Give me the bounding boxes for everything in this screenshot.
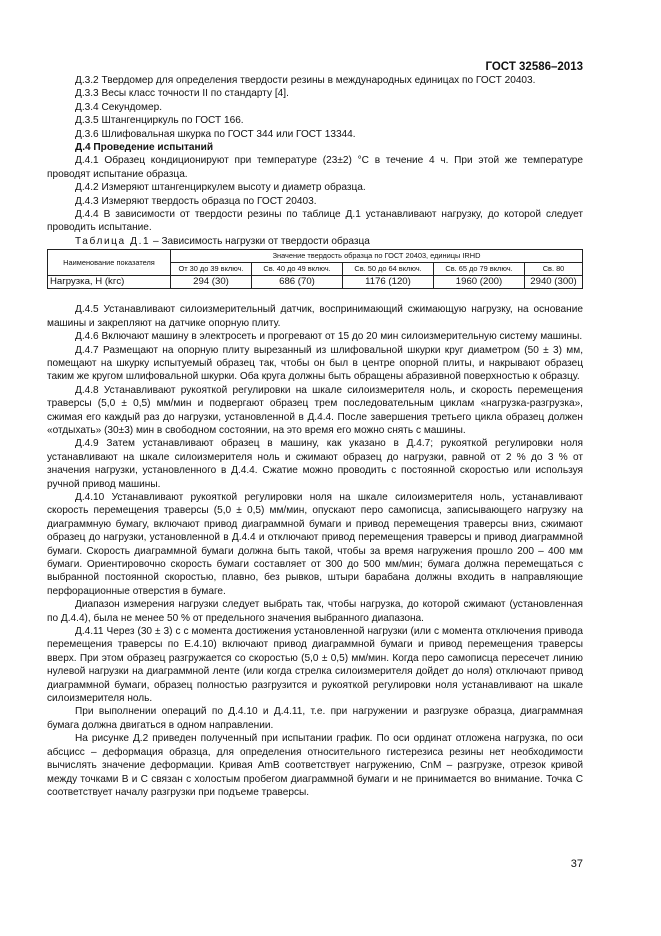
- table-caption: [47, 235, 583, 248]
- paragraph: Диапазон измерения нагрузки следует выбрать так, чтобы нагрузка, до которой сжимают (установленная по Д.4.4), была не менее 50 % от предельного значения выбранного диапазона.: [47, 599, 583, 624]
- paragraph: Д.3.3 Весы класс точности II по стандарту [4].: [75, 88, 289, 100]
- paragraph: Д.4.7 Размещают на опорную плиту вырезанный из шлифовальной шкурки круг диаметром (50 ± 3) мм, помещают на шкурку испытуемый образец так, чтобы он был в центре опорной плиты, и накрывают образец таким же кругом шлифовальной шкурки. Оба круга должны быть обращены абразивной поверхностью к образцу.: [47, 344, 583, 383]
- table-column-header: Св. 65 до 79 включ.: [434, 263, 525, 276]
- table-cell: 1176 (120): [343, 276, 434, 289]
- body-text: [47, 74, 583, 799]
- paragraph: Д.4.1 Образец кондиционируют при температуре (23±2) °С в течение 4 ч. При этой же температуре проводят испытание образца.: [47, 155, 583, 180]
- table-cell: 686 (70): [252, 276, 343, 289]
- table-row-header: Наименование показателя: [48, 250, 171, 276]
- paragraph: Д.4.2 Измеряют штангенциркулем высоту и диаметр образца.: [75, 182, 366, 194]
- paragraph: Д.3.4 Секундомер.: [75, 101, 163, 113]
- table-cell: 1960 (200): [434, 276, 525, 289]
- table-caption-label: Таблица Д.1: [75, 235, 151, 247]
- paragraph: При выполнении операций по Д.4.10 и Д.4.11, т.е. при нагружении и разгрузке образца, диаграммная бумага должна двигаться в одном направлении.: [47, 706, 583, 731]
- page-number: 37: [570, 858, 583, 870]
- hardness-load-table: [47, 249, 583, 289]
- paragraph: Д.4.8 Устанавливают рукояткой регулировки на шкале силоизмерителя ноль, и скорость перемещения траверсы (5,0 ± 0,5) мм/мин и подвергают образец трем последовательным циклам «нагрузка-разгрузка», сжимая его каждый раз до нагрузки, установленной в Д.4.4. После завершения третьего цикла образец должен «отдыхать» (30±3) мин в свободном состоянии, на это время его можно снять с машины.: [47, 384, 583, 436]
- standard-code: ГОСТ 32586–2013: [485, 61, 583, 73]
- section-heading: Д.4 Проведение испытаний: [75, 142, 214, 154]
- paragraph: На рисунке Д.2 приведен полученный при испытании график. По оси ординат отложена нагрузка, по оси абсцисс – деформация образца, для определения относительного гистерезиса резины нет необходимости вычислять значение деформации. Кривая АmВ соответствует нагружению, СnМ – разгрузке, отрезок кривой между точками В и С связан с холостым пробегом диаграммной бумаги и не принимается во внимание. Точка С соответствует началу разгрузки при подъеме траверсы.: [47, 733, 583, 798]
- paragraph: Д.4.9 Затем устанавливают образец в машину, как указано в Д.4.7; рукояткой регулировки ноля устанавливают на шкале силоизмерителя ноль и сжимают образец до нагрузки, равной от 2 % до 3 % от значения нагрузки, установленного в Д.4.4. Сжатие можно проводить с постоянной скоростью или используя ручной привод машины.: [47, 438, 583, 490]
- paragraph: Д.4.3 Измеряют твердость образца по ГОСТ 20403.: [75, 195, 317, 207]
- table-column-header: Св. 40 до 49 включ.: [252, 263, 343, 276]
- paragraph: Д.3.6 Шлифовальная шкурка по ГОСТ 344 или ГОСТ 13344.: [75, 128, 356, 140]
- paragraph: Д.4.5 Устанавливают силоизмерительный датчик, воспринимающий сжимающую нагрузку, на основание машины и закрепляют на датчике опорную плиту.: [47, 304, 583, 329]
- table-column-header: От 30 до 39 включ.: [171, 263, 252, 276]
- paragraph: Д.4.6 Включают машину в электросеть и прогревают от 15 до 20 мин силоизмерительную систему машины.: [75, 331, 583, 343]
- paragraph: Д.3.2 Твердомер для определения твердости резины в международных единицах по ГОСТ 20403.: [75, 75, 536, 86]
- table-group-header: Значение твердость образца по ГОСТ 20403, единицы IRHD: [171, 250, 583, 263]
- table-column-header: Св. 80: [525, 263, 583, 276]
- paragraph: Д.4.10 Устанавливают рукояткой регулировки ноля на шкале силоизмерителя ноль, устанавливают скорость перемещения траверсы (5,0 ± 0,5) мм/мин, опускают перо самописца, записывающего нагрузку на диаграммную бумагу, включают привод диаграммной бумаги и привод перемещения траверсы вниз, сжимают образец до нагрузки, установленной в Д.4.4 и отключают привод перемещения траверсы и привод диаграммной бумаги. Скорость диаграммной бумаги должна быть такой, чтобы за время нагружения прошло 200 – 400 мм бумаги. Ориентировочно скорость бумаги составляет от 300 до 500 мм/мин; бумага должна перемещаться с выбранной постоянной скоростью, плавно, без рывков, штыри барабана должны входить в направляющие перфорационные отверстия в бумаге.: [47, 491, 583, 597]
- table-column-header: Св. 50 до 64 включ.: [343, 263, 434, 276]
- table-cell: 294 (30): [171, 276, 252, 289]
- table-cell: 2940 (300): [525, 276, 583, 289]
- paragraph: Д.3.5 Штангенциркуль по ГОСТ 166.: [75, 115, 244, 127]
- paragraph: Д.4.11 Через (30 ± 3) с с момента достижения установленной нагрузки (или с момента отключения привода перемещения траверсы по Е.4.10) включают привод диаграммной бумаги и привод перемещения траверсы вверх. При этом образец разгружается со скоростью (5,0 ± 0,5) мм/мин. Когда перо самописца пересечет линию нулевой нагрузки на диаграммной ленте (или когда стрелка силоизмерителя дойдет до ноля) отключают привод диаграммной бумаги, образец полностью разгрузится и рукояткой регулировки ноля устанавливают на шкале силоизмерителя ноль.: [47, 626, 583, 705]
- table-row-label: Нагрузка, Н (kгc): [48, 276, 171, 289]
- table-caption-text: – Зависимость нагрузки от твердости образца: [153, 235, 370, 247]
- paragraph: Д.4.4 В зависимости от твердости резины по таблице Д.1 устанавливают нагрузку, до которой следует проводить испытание.: [47, 209, 583, 234]
